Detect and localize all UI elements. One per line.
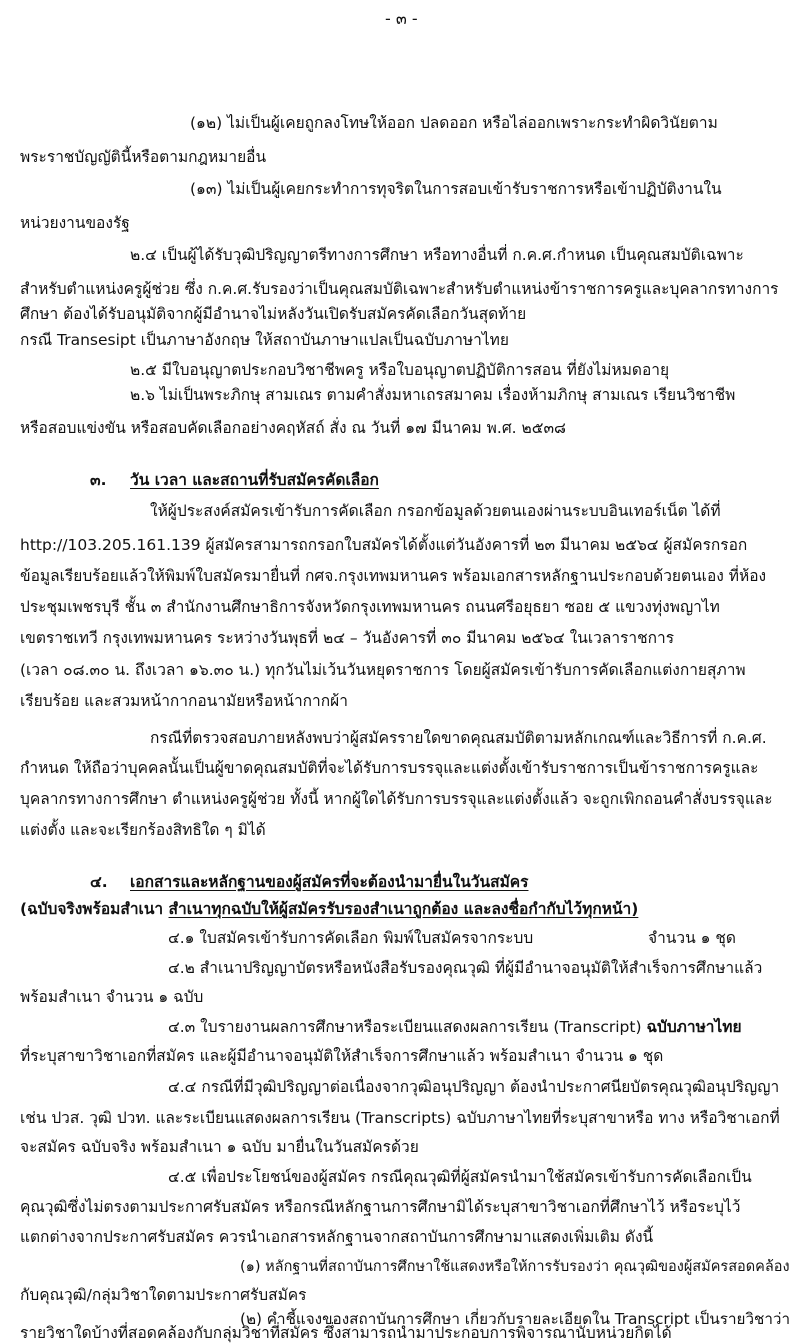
section-4-subheading — [20, 898, 638, 920]
section-3-para-1-line-7: เรียบร้อย และสวมหน้ากากอนามัยหรือหน้ากากผ้า — [20, 692, 348, 710]
clause-2-5: ๒.๕ มีใบอนุญาตประกอบวิชาชีพครู หรือใบอนุญาตปฏิบัติการสอน ที่ยังไม่หมดอายุ — [130, 361, 670, 379]
section-3-para-1-line-6: (เวลา ๐๘.๓๐ น. ถึงเวลา ๑๖.๓๐ น.) ทุกวันไม่เว้นวันหยุดราชการ โดยผู้สมัครเข้ารับการคัดเลือกแต่งกายสุภาพ — [20, 661, 746, 679]
transcript-note: กรณี Transesipt เป็นภาษาอังกฤษ ให้สถาบันภาษาแปลเป็นฉบับภาษาไทย — [20, 331, 509, 349]
item-4-5-sub-2: (๒) คำชี้แจงของสถาบันการศึกษา เกี่ยวกับรายละเอียดใน Transcript เป็นรายวิชาว่า — [240, 1310, 791, 1328]
section-3-para-1-line-3: ข้อมูลเรียบร้อยแล้วให้พิมพ์ใบสมัครมายื่นที่ กศจ.กรุงเทพมหานคร พร้อมเอกสารหลักฐานประกอบด้วยตนเอง ที่ห้อง — [20, 567, 767, 585]
section-3-para-1-line-2: http://103.205.161.139 ผู้สมัครสามารถกรอกใบสมัครได้ตั้งแต่วันอังคารที่ ๒๓ มีนาคม ๒๕๖๔ ผู้สมัครกรอก — [20, 536, 748, 554]
section-3-heading: วัน เวลา และสถานที่รับสมัครคัดเลือก — [130, 471, 379, 489]
clause-13: (๑๓) ไม่เป็นผู้เคยกระทำการทุจริตในการสอบเข้ารับราชการหรือเข้าปฏิบัติงานใน — [190, 180, 722, 198]
item-4-5-sub-1: (๑) หลักฐานที่สถาบันการศึกษาใช้แสดงหรือให้การรับรองว่า คุณวุฒิของผู้สมัครสอดคล้อง — [240, 1259, 790, 1275]
clause-2-6: ๒.๖ ไม่เป็นพระภิกษุ สามเณร ตามคำสั่งมหาเถรสมาคม เรื่องห้ามภิกษุ สามเณร เรียนวิชาชีพ — [130, 386, 736, 404]
section-4-number: ๔. — [90, 873, 108, 891]
clause-2-4-cont-1: สำหรับตำแหน่งครูผู้ช่วย ซึ่ง ก.ค.ศ.รับรองว่าเป็นคุณสมบัติเฉพาะสำหรับตำแหน่งข้าราชการครูและบุคลากรทางการ — [20, 280, 779, 298]
clause-2-6-cont: หรือสอบแข่งขัน หรือสอบคัดเลือกอย่างคฤหัสถ์ สั่ง ณ วันที่ ๑๗ มีนาคม พ.ศ. ๒๕๓๘ — [20, 419, 567, 437]
item-4-3-text: ๔.๓ ใบรายงานผลการศึกษาหรือระเบียนแสดงผลการเรียน (Transcript) — [168, 1018, 647, 1036]
page-number: - ๓ - — [385, 9, 418, 28]
section-3-para-2-line-2: กำหนด ให้ถือว่าบุคคลนั้นเป็นผู้ขาดคุณสมบัติที่จะได้รับการบรรจุและแต่งตั้งเข้ารับราชการเป็นข้าราชการครูและ — [20, 759, 759, 777]
section-3-number: ๓. — [90, 471, 107, 489]
clause-2-4-cont-2: ศึกษา ต้องได้รับอนุมัติจากผู้มีอำนาจไม่หลังวันเปิดรับสมัครคัดเลือกวันสุดท้าย — [20, 305, 527, 323]
section-4-heading: เอกสารและหลักฐานของผู้สมัครที่จะต้องนำมายื่นในวันสมัคร — [130, 873, 529, 891]
item-4-1-quantity: จำนวน ๑ ชุด — [648, 929, 736, 947]
item-4-3-emphasis: ฉบับภาษาไทย — [646, 1018, 742, 1036]
item-4-2: ๔.๒ สำเนาปริญญาบัตรหรือหนังสือรับรองคุณวุฒิ ที่ผู้มีอำนาจอนุมัติให้สำเร็จการศึกษาแล้ว — [168, 959, 763, 977]
clause-2-4: ๒.๔ เป็นผู้ได้รับวุฒิปริญญาตรีทางการศึกษา หรือทางอื่นที่ ก.ค.ศ.กำหนด เป็นคุณสมบัติเฉพาะ — [130, 246, 744, 264]
clause-12-cont: พระราชบัญญัตินี้หรือตามกฎหมายอื่น — [20, 148, 267, 166]
item-4-5-cont-2: แตกต่างจากประกาศรับสมัคร ควรนำเอกสารหลักฐานจากสถาบันการศึกษามาแสดงเพิ่มเติม ดังนี้ — [20, 1228, 654, 1246]
section-3-para-1: ให้ผู้ประสงค์สมัครเข้ารับการคัดเลือก กรอกข้อมูลด้วยตนเองผ่านระบบอินเทอร์เน็ต ได้ที่ — [150, 502, 721, 520]
clause-13-cont: หน่วยงานของรัฐ — [20, 214, 130, 232]
item-4-4-cont-2: จะสมัคร ฉบับจริง พร้อมสำเนา ๑ ฉบับ มายื่นในวันสมัครด้วย — [20, 1138, 419, 1156]
item-4-5-cont-1: คุณวุฒิซึ่งไม่ตรงตามประกาศรับสมัคร หรือกรณีหลักฐานการศึกษามิได้ระบุสาขาวิชาเอกที่ศึกษาไว้ หรือระบุไว้ — [20, 1198, 741, 1216]
section-3-para-2-line-3: บุคลากรทางการศึกษา ตำแหน่งครูผู้ช่วย ทั้งนี้ หากผู้ใดได้รับการบรรจุและแต่งตั้งแล้ว จะถูกเพิกถอนคำสั่งบรรจุและ — [20, 790, 773, 808]
section-4-subheading-part-1: (ฉบับจริงพร้อมสำเนา — [20, 900, 169, 918]
item-4-3-cont: ที่ระบุสาขาวิชาเอกที่สมัคร และผู้มีอำนาจอนุมัติให้สำเร็จการศึกษาแล้ว พร้อมสำเนา จำนวน ๑ ชุด — [20, 1047, 664, 1065]
item-4-1: ๔.๑ ใบสมัครเข้ารับการคัดเลือก พิมพ์ใบสมัครจากระบบ — [168, 929, 534, 947]
item-4-4-cont-1: เช่น ปวส. วุฒิ ปวท. และระเบียนแสดงผลการเรียน (Transcripts) ฉบับภาษาไทยที่ระบุสาขาหรือ ทาง หรือวิชาเอกที่ — [20, 1109, 780, 1127]
item-4-5: ๔.๕ เพื่อประโยชน์ของผู้สมัคร กรณีคุณวุฒิที่ผู้สมัครนำมาใช้สมัครเข้ารับการคัดเลือกเป็น — [168, 1168, 752, 1186]
item-4-2-cont: พร้อมสำเนา จำนวน ๑ ฉบับ — [20, 988, 204, 1006]
section-3-para-1-line-4: ประชุมเพชรบุรี ชั้น ๓ สำนักงานศึกษาธิการจังหวัดกรุงเทพมหานคร ถนนศรีอยุธยา ซอย ๕ แขวงทุ่งพญาไท — [20, 598, 720, 616]
clause-12: (๑๒) ไม่เป็นผู้เคยถูกลงโทษให้ออก ปลดออก หรือไล่ออกเพราะกระทำผิดวินัยตาม — [190, 114, 718, 132]
item-4-3 — [168, 1016, 742, 1038]
section-4-subheading-part-2: สำเนาทุกฉบับให้ผู้สมัครรับรองสำเนาถูกต้อง และลงชื่อกำกับไว้ทุกหน้า) — [168, 900, 639, 918]
section-3-para-1-line-5: เขตราชเทวี กรุงเทพมหานคร ระหว่างวันพุธที่ ๒๔ – วันอังคารที่ ๓๐ มีนาคม ๒๕๖๔ ในเวลาราชการ — [20, 629, 675, 647]
section-3-para-2-line-4: แต่งตั้ง และจะเรียกร้องสิทธิใด ๆ มิได้ — [20, 821, 266, 839]
item-4-4: ๔.๔ กรณีที่มีวุฒิปริญญาต่อเนื่องจากวุฒิอนุปริญญา ต้องนำประกาศนียบัตรคุณวุฒิอนุปริญญา — [168, 1078, 780, 1096]
section-3-para-2: กรณีที่ตรวจสอบภายหลังพบว่าผู้สมัครรายใดขาดคุณสมบัติตามหลักเกณฑ์และวิธีการที่ ก.ค.ศ. — [150, 729, 767, 747]
item-4-5-sub-2-cont: รายวิชาใดบ้างที่สอดคล้องกับกลุ่มวิชาที่สมัคร ซึ่งสามารถนำมาประกอบการพิจารณานับหน่วยกิตได้ — [20, 1324, 672, 1342]
item-4-5-sub-1-cont: กับคุณวุฒิ/กลุ่มวิชาใดตามประกาศรับสมัคร — [20, 1286, 307, 1304]
